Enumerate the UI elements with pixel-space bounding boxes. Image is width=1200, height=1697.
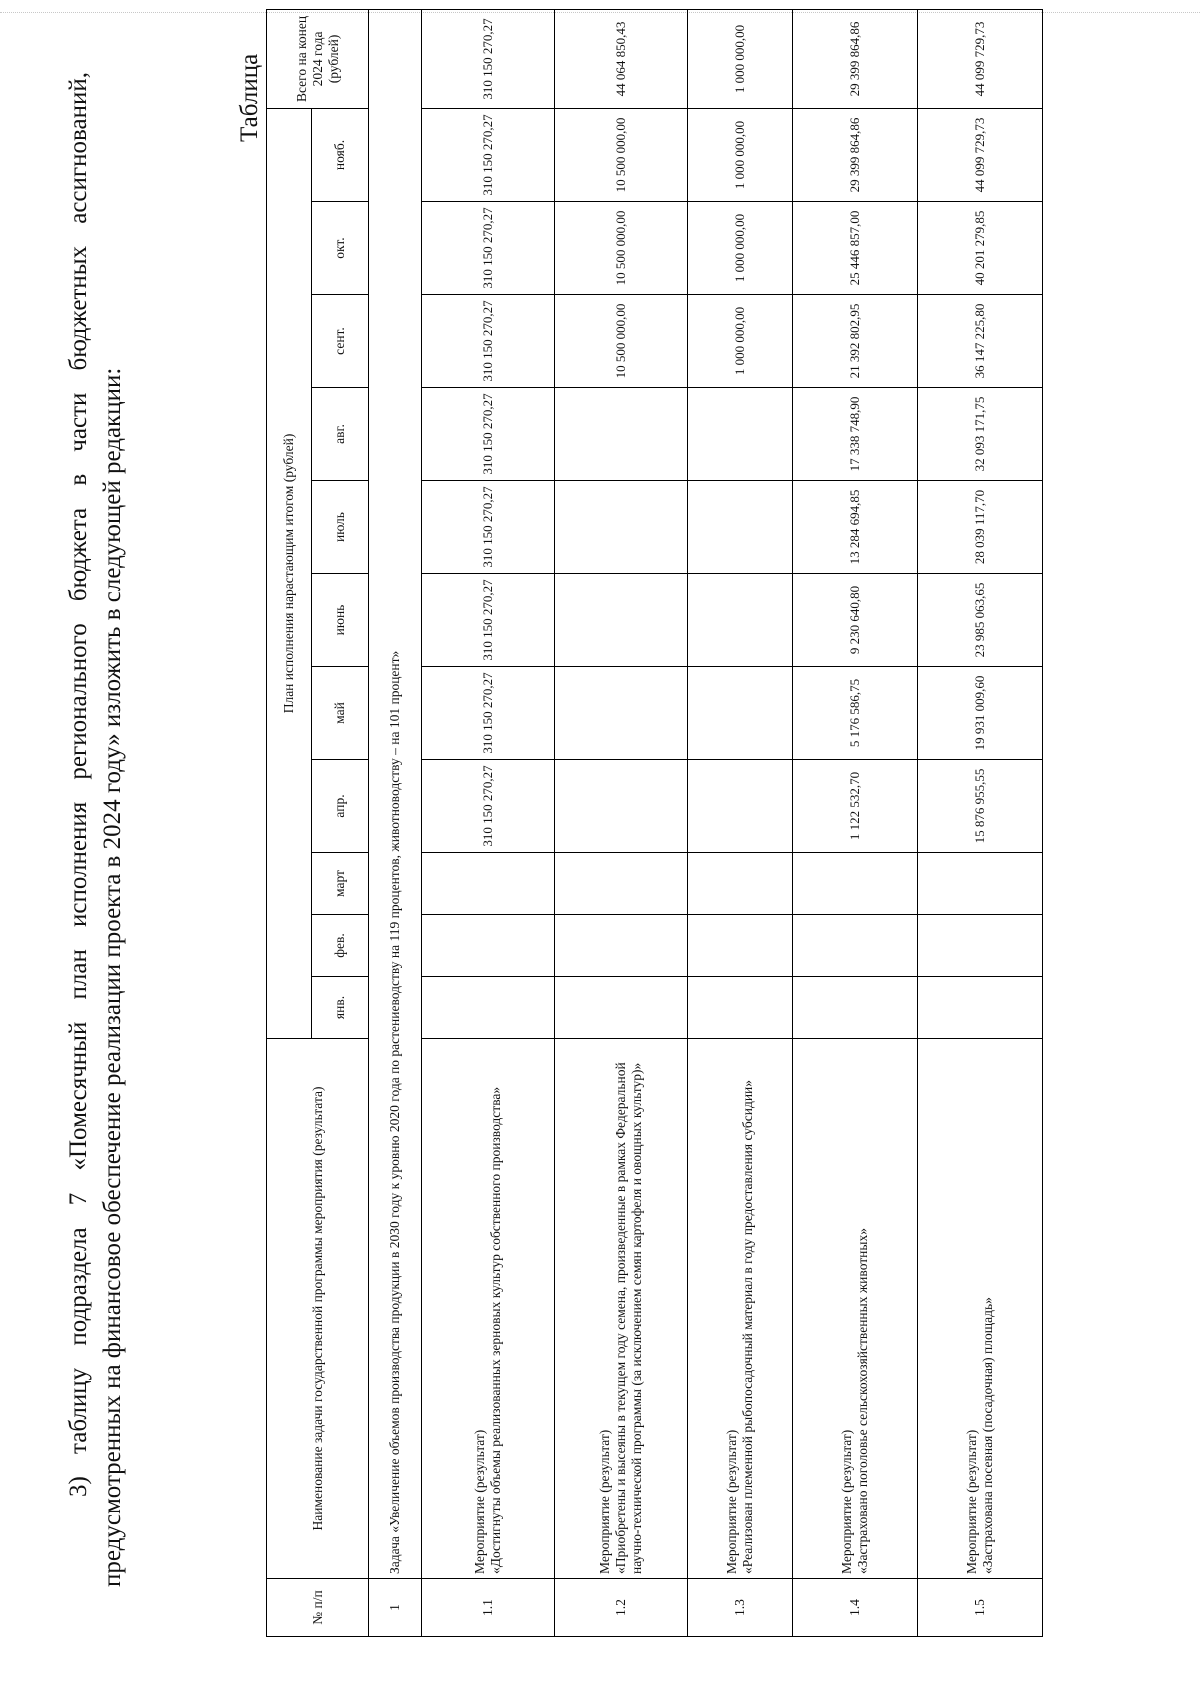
month-value: 29 399 864,86 [793, 108, 918, 201]
month-value: 310 150 270,27 [422, 202, 555, 295]
month-value: 23 985 063,65 [918, 574, 1043, 667]
month-value [688, 481, 793, 574]
month-value: 310 150 270,27 [422, 295, 555, 388]
month-value: 10 500 000,00 [555, 108, 688, 201]
header-month: сент. [312, 295, 369, 388]
month-value: 310 150 270,27 [422, 388, 555, 481]
row-name [555, 1039, 688, 1579]
month-value: 15 876 955,55 [918, 760, 1043, 853]
row-num: 1.1 [422, 1579, 555, 1637]
month-value: 1 000 000,00 [688, 202, 793, 295]
month-value: 310 150 270,27 [422, 760, 555, 853]
table-row [793, 9, 918, 1636]
row-num: 1.5 [918, 1579, 1043, 1637]
month-value [555, 915, 688, 977]
row-title: «Достигнуты объемы реализованных зерновых культур собственного производства» [488, 1086, 503, 1574]
month-value: 44 099 729,73 [918, 108, 1043, 201]
header-row-1 [267, 9, 312, 1636]
intro-paragraph [62, 72, 130, 1587]
month-value: 25 446 857,00 [793, 202, 918, 295]
table-row [918, 9, 1043, 1636]
header-num: № п/п [267, 1579, 369, 1637]
month-value [555, 574, 688, 667]
month-value [555, 388, 688, 481]
row-name [793, 1039, 918, 1579]
month-value: 310 150 270,27 [422, 108, 555, 201]
month-value: 9 230 640,80 [793, 574, 918, 667]
header-total: Всего на конец 2024 года (рублей) [267, 9, 369, 108]
month-value: 1 000 000,00 [688, 295, 793, 388]
header-month: фев. [312, 915, 369, 977]
row-num: 1.2 [555, 1579, 688, 1637]
header-month: июнь [312, 574, 369, 667]
row-title: «Реализован племенной рыбопосадочный материал в году предоставления субсидии» [740, 1079, 755, 1574]
header-plan: План исполнения нарастающим итогом (рублей) [267, 108, 312, 1038]
month-value [688, 760, 793, 853]
month-value: 310 150 270,27 [422, 667, 555, 760]
month-value: 13 284 694,85 [793, 481, 918, 574]
row-num: 1.3 [688, 1579, 793, 1637]
month-value [793, 853, 918, 915]
header-month: авг. [312, 388, 369, 481]
month-value [422, 977, 555, 1039]
table-row [422, 9, 555, 1636]
month-value: 40 201 279,85 [918, 202, 1043, 295]
month-value: 10 500 000,00 [555, 202, 688, 295]
month-value: 10 500 000,00 [555, 295, 688, 388]
month-value [688, 667, 793, 760]
month-value: 32 093 171,75 [918, 388, 1043, 481]
header-month: май [312, 667, 369, 760]
monthly-plan-table [266, 9, 1043, 1637]
month-value [555, 977, 688, 1039]
table-label: Таблица [236, 53, 263, 142]
table-row [688, 9, 793, 1636]
month-value [688, 574, 793, 667]
month-value [793, 915, 918, 977]
total-value: 29 399 864,86 [793, 9, 918, 108]
month-value [918, 853, 1043, 915]
month-value [688, 388, 793, 481]
header-month: июль [312, 481, 369, 574]
task-row [369, 9, 422, 1636]
row-label: Мероприятие (результат) [597, 1429, 612, 1574]
month-value [422, 915, 555, 977]
total-value: 1 000 000,00 [688, 9, 793, 108]
month-value [555, 853, 688, 915]
row-label: Мероприятие (результат) [472, 1429, 487, 1574]
row-name [422, 1039, 555, 1579]
month-value [555, 481, 688, 574]
header-month: окт. [312, 202, 369, 295]
total-value: 44 099 729,73 [918, 9, 1043, 108]
task-text: Задача «Увеличение объемов производства продукции в 2030 году к уровню 2020 года по растениеводству на 119 процентов, животноводству – на 101 процент» [369, 9, 422, 1578]
row-title: «Приобретены и высеяны в текущем году семена, произведенные в рамках Федеральной научно-технической программы (за исключением семян картофеля и овощных культур)» [613, 1062, 644, 1574]
row-num: 1.4 [793, 1579, 918, 1637]
month-value [918, 915, 1043, 977]
month-value: 310 150 270,27 [422, 574, 555, 667]
row-label: Мероприятие (результат) [839, 1429, 854, 1574]
row-title: «Застраховано поголовье сельскохозяйственных животных» [855, 1228, 870, 1574]
month-value: 1 000 000,00 [688, 108, 793, 201]
month-value [793, 977, 918, 1039]
month-value: 28 039 117,70 [918, 481, 1043, 574]
total-value: 310 150 270,27 [422, 9, 555, 108]
month-value: 19 931 009,60 [918, 667, 1043, 760]
header-month: янв. [312, 977, 369, 1039]
month-value: 17 338 748,90 [793, 388, 918, 481]
month-value: 5 176 586,75 [793, 667, 918, 760]
row-name [918, 1039, 1043, 1579]
month-value [688, 977, 793, 1039]
month-value: 1 122 532,70 [793, 760, 918, 853]
month-value [555, 667, 688, 760]
task-num: 1 [369, 1579, 422, 1637]
row-label: Мероприятие (результат) [724, 1429, 739, 1574]
row-name [688, 1039, 793, 1579]
header-month: апр. [312, 760, 369, 853]
month-value [422, 853, 555, 915]
month-value [555, 760, 688, 853]
header-name: Наименование задачи государственной программы мероприятия (результата) [267, 1039, 369, 1579]
total-value: 44 064 850,43 [555, 9, 688, 108]
month-value [688, 853, 793, 915]
table-row [555, 9, 688, 1636]
header-month: март [312, 853, 369, 915]
header-month: нояб. [312, 108, 369, 201]
row-title: «Застрахована посевная (посадочная) площадь» [980, 1297, 995, 1574]
intro-text: 3) таблицу подраздела 7 «Помесячный план исполнения регионального бюджета в части бюджетных ассигнований, предусмотренных на финансовое обеспечение реализации проекта в 2024 году» изложить в следующей редакции: [65, 72, 126, 1587]
month-value: 36 147 225,80 [918, 295, 1043, 388]
month-value: 310 150 270,27 [422, 481, 555, 574]
month-value [918, 977, 1043, 1039]
month-value [688, 915, 793, 977]
row-label: Мероприятие (результат) [964, 1429, 979, 1574]
month-value: 21 392 802,95 [793, 295, 918, 388]
